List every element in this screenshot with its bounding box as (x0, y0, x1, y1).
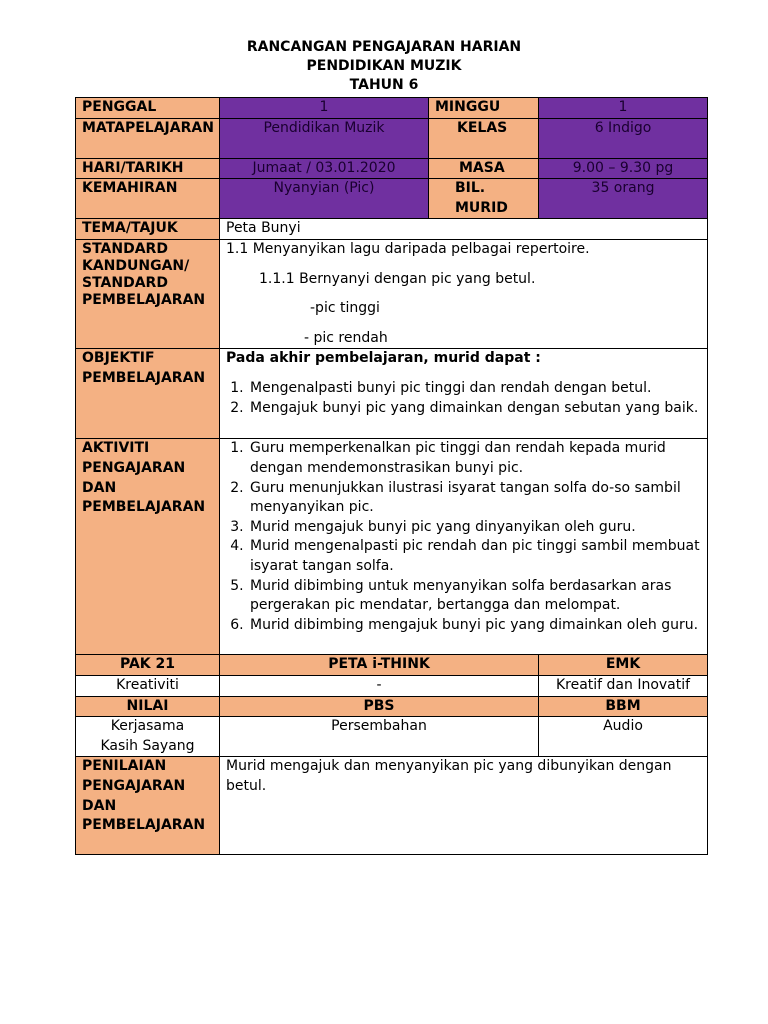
nilai-value: Kerjasama Kasih Sayang (76, 717, 220, 757)
hari-value: Jumaat / 03.01.2020 (220, 158, 429, 179)
aktiviti-item: 1. Guru memperkenalkan pic tinggi dan rendah kepada murid dengan mendemonstrasikan bunyi pic. (248, 439, 707, 478)
bil-murid-label: BIL. MURID (429, 179, 539, 219)
minggu-label: MINGGU (429, 98, 539, 119)
standard-label: STANDARD KANDUNGAN/ STANDARD PEMBELAJARAN (76, 239, 220, 348)
standard-kandungan: 1.1 Menyanyikan lagu daripada pelbagai repertoire. (226, 240, 590, 257)
aktiviti-list (226, 439, 707, 635)
lesson-plan-table (75, 97, 708, 855)
penilaian-label: PENILAIAN PENGAJARAN DAN PEMBELAJARAN (76, 757, 220, 855)
penggal-value: 1 (220, 98, 429, 119)
row-aktiviti (76, 439, 708, 655)
standard-pembelajaran: 1.1.1 Bernyanyi dengan pic yang betul. (259, 270, 536, 287)
emk-header: EMK (539, 655, 708, 676)
row-penilaian (76, 757, 708, 855)
bil-murid-value: 35 orang (539, 179, 708, 219)
standard-point-2: - pic rendah (304, 329, 388, 346)
aktiviti-label: AKTIVITI PENGAJARAN DAN PEMBELAJARAN (76, 439, 220, 655)
hari-label: HARI/TARIKH (76, 158, 220, 179)
objektif-list (226, 379, 707, 418)
kelas-value: 6 Indigo (539, 118, 708, 158)
row-matapelajaran (76, 118, 708, 158)
standard-point-1: -pic tinggi (310, 300, 380, 317)
penggal-label: PENGGAL (76, 98, 220, 119)
objektif-item: 1. Mengenalpasti bunyi pic tinggi dan rendah dengan betul. (248, 379, 707, 399)
aktiviti-item: 6. Murid dibimbing mengajuk bunyi pic yang dimainkan oleh guru. (248, 616, 707, 636)
row-grid1-header (76, 655, 708, 676)
title-line-2: PENDIDIKAN MUZIK (306, 58, 462, 74)
emk-value: Kreatif dan Inovatif (539, 675, 708, 696)
objektif-label: OBJEKTIF PEMBELAJARAN (76, 349, 220, 439)
aktiviti-item: 2. Guru menunjukkan ilustrasi isyarat tangan solfa do-so sambil menyanyikan pic. (248, 479, 707, 518)
masa-value: 9.00 – 9.30 pg (539, 158, 708, 179)
row-standard (76, 239, 708, 348)
matapelajaran-value: Pendidikan Muzik (220, 118, 429, 158)
objektif-heading: Pada akhir pembelajaran, murid dapat : (226, 350, 541, 367)
objektif-item: 2. Mengajuk bunyi pic yang dimainkan dengan sebutan yang baik. (248, 399, 707, 419)
document-title (0, 38, 768, 95)
pak21-header: PAK 21 (76, 655, 220, 676)
row-kemahiran (76, 179, 708, 219)
kemahiran-label: KEMAHIRAN (76, 179, 220, 219)
tema-value: Peta Bunyi (220, 219, 708, 240)
nilai-header: NILAI (76, 696, 220, 717)
peta-ithink-value: - (220, 675, 539, 696)
matapelajaran-label: MATAPELAJARAN (76, 118, 220, 158)
objektif-content (220, 349, 708, 439)
penilaian-value: Murid mengajuk dan menyanyikan pic yang dibunyikan dengan betul. (220, 757, 708, 855)
aktiviti-item: 3. Murid mengajuk bunyi pic yang dinyanyikan oleh guru. (248, 518, 707, 538)
kemahiran-value: Nyanyian (Pic) (220, 179, 429, 219)
pbs-value: Persembahan (220, 717, 539, 757)
row-hari (76, 158, 708, 179)
row-penggal (76, 98, 708, 119)
standard-content (220, 239, 708, 348)
aktiviti-item: 4. Murid mengenalpasti pic rendah dan pic tinggi sambil membuat isyarat tangan solfa. (248, 537, 707, 576)
bbm-header: BBM (539, 696, 708, 717)
kelas-label: KELAS (429, 118, 539, 158)
minggu-value: 1 (539, 98, 708, 119)
row-tema (76, 219, 708, 240)
peta-ithink-header: PETA i-THINK (220, 655, 539, 676)
row-grid1-values (76, 675, 708, 696)
pbs-header: PBS (220, 696, 539, 717)
bbm-value: Audio (539, 717, 708, 757)
row-grid2-header (76, 696, 708, 717)
masa-label: MASA (429, 158, 539, 179)
row-objektif (76, 349, 708, 439)
aktiviti-content (220, 439, 708, 655)
aktiviti-item: 5. Murid dibimbing untuk menyanyikan solfa berdasarkan aras pergerakan pic mendatar, bertangga dan melompat. (248, 577, 707, 616)
row-grid2-values (76, 717, 708, 757)
title-line-3: TAHUN 6 (349, 77, 419, 93)
pak21-value: Kreativiti (76, 675, 220, 696)
tema-label: TEMA/TAJUK (76, 219, 220, 240)
title-line-1: RANCANGAN PENGAJARAN HARIAN (246, 39, 522, 55)
